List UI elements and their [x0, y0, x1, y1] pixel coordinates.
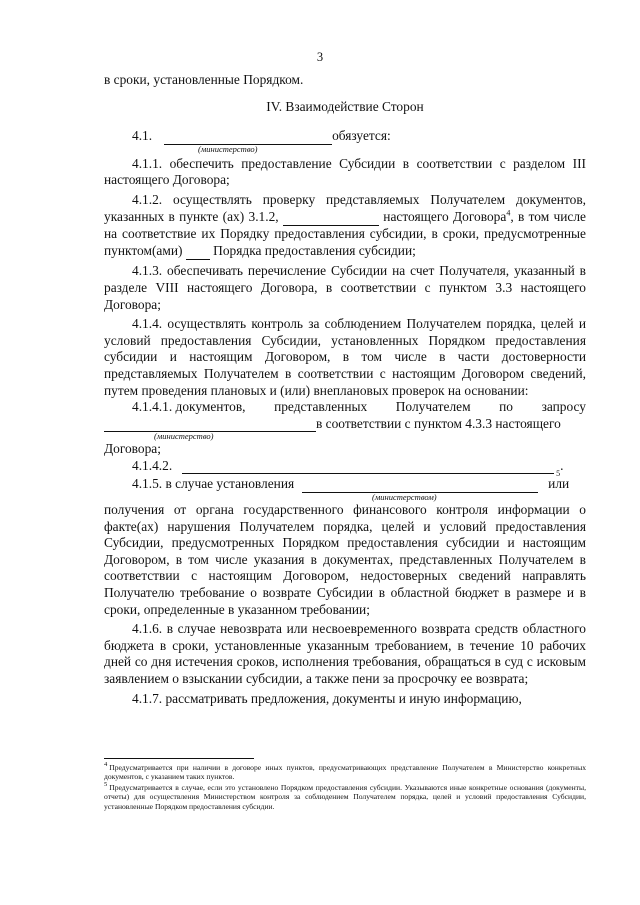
footnote-divider: [104, 758, 254, 759]
points-blank-2[interactable]: [186, 243, 210, 261]
clause-4-1-4-1-g: Договора;: [104, 441, 161, 457]
clause-4-1-4-1-d: по: [499, 399, 513, 415]
clause-4-1-5: [104, 476, 586, 618]
clause-4-1-3: 4.1.3. обеспечивать перечисление Субсидии на счет Получателя, указанный в разделе VIII настоящего Договора, в соответствии с пунктом 3.3 настоящего Договора;: [104, 263, 586, 312]
clause-4-1-2-part-c: , в том числе на соответствие их Порядку предоставления субсидии, в сроки, предусмотренные пунктом(ами): [104, 208, 586, 258]
clause-4-1-6: 4.1.6. в случае невозврата или несвоевременного возврата средств областного бюджета в сроки, установленные указанным требованием, в течение 10 рабочих дней со дня истечения сроков, исполнения требования, обращаться в суд с исковым заявлением о взыскании субсидии, а также пени за просрочку ее возврата;: [104, 621, 586, 686]
clause-4-1-end: обязуется:: [332, 128, 391, 144]
section-heading: IV. Взаимодействие Сторон: [266, 98, 424, 114]
clause-4-1-4-1-a: 4.1.4.1. документов,: [132, 399, 246, 415]
document-body: [104, 72, 586, 707]
footnote-4-number: 4: [104, 761, 108, 769]
clause-4-1-4-1-e: запросу: [541, 399, 586, 415]
clause-4-1-1: 4.1.1. обеспечить предоставление Субсидии в соответствии с разделом III настоящего Договора;: [104, 155, 586, 188]
clause-4-1-2-part-b: настоящего Договора: [383, 208, 507, 224]
clause-4-1-4-1-b: представленных: [274, 399, 368, 415]
clause-4-1-2: [104, 192, 586, 260]
footnote-5-number: 5: [104, 781, 108, 789]
clause-4-1-4: 4.1.4. осуществлять контроль за соблюдением Получателем порядка, целей и условий предоставления Субсидии, установленных Порядком предоставления субсидии и настоящим Договором, в том числе в части достоверности представляемых Получателем в соответствии с настоящим Договором сведений, путем проведения плановых и (или) внеплановых проверок на основании:: [104, 316, 586, 398]
clause-4-1-2-part-a: 4.1.2. осуществлять проверку представляемых Получателем документов, указанных в пункте (ах) 3.1.2,: [104, 191, 586, 224]
ministry-caption-2: (министерство): [154, 431, 214, 442]
clause-4-1-4-2-number: 4.1.4.2.: [132, 457, 173, 473]
clause-4-1-4-1-c: Получателем: [395, 399, 471, 415]
page-number: 3: [316, 50, 324, 64]
footnote-ref-4[interactable]: 4: [506, 208, 511, 218]
clause-4-1-7: 4.1.7. рассматривать предложения, документы и иную информацию,: [132, 690, 522, 706]
clause-4-1: [104, 128, 586, 154]
clause-4-1-4-1-f: в соответствии с пунктом 4.3.3 настоящего: [316, 415, 561, 431]
clause-4-1-4-2: 4.1.4.2. 5 .: [132, 457, 564, 479]
ministry-caption-3: (министерством): [372, 492, 437, 503]
period-mark: .: [560, 457, 564, 473]
continuation-line: в сроки, установленные Порядком.: [104, 72, 304, 87]
footnote-4-text: Предусматривается при наличии в договоре иных пунктов, предусматривающих представление Получателем в Министерство конкретных документов, с указанием таких пунктов.: [104, 763, 586, 782]
clause-4-1-number: 4.1.: [132, 128, 153, 144]
clause-4-1-4-1: [104, 399, 586, 458]
footnote-5-text: Предусматривается в случае, если это установлено Порядком предоставления субсидии. Указываются иные конкретные основания (документы, отчеты) для осуществления Министерством контроля за соблюдением Получателем порядка, целей и условий предоставления Субсидии, установленные Порядком предоставления субсидии.: [104, 782, 586, 811]
ministry-blank-1[interactable]: [164, 132, 332, 145]
footnote-5: [104, 783, 586, 811]
clause-4-1-5-b: или: [548, 476, 570, 492]
clause-4-1-5-c: получения от органа государственного финансового контроля информации о факте(ах) нарушения Получателем порядка, целей и условий предоставления Субсидии, предусмотренных Порядком предоставления субсидии и настоящим Договором, в том числе указания в документах, представленных Получателем в соответствии с настоящим Договором, недостоверных сведений направлять Получателю требование о возврате Субсидии в областной бюджет в размере и в сроки, определенные в указанном требовании;: [104, 502, 586, 617]
clause-4-1-2-part-d: Порядка предоставления субсидии;: [213, 242, 416, 258]
ministry-caption-1: (министерство): [198, 143, 258, 154]
footnote-4: [104, 763, 586, 782]
points-blank[interactable]: [283, 209, 379, 227]
footnotes: [104, 758, 586, 812]
other-grounds-blank[interactable]: [182, 461, 554, 474]
clause-4-1-5-a: 4.1.5. в случае установления: [132, 476, 295, 492]
